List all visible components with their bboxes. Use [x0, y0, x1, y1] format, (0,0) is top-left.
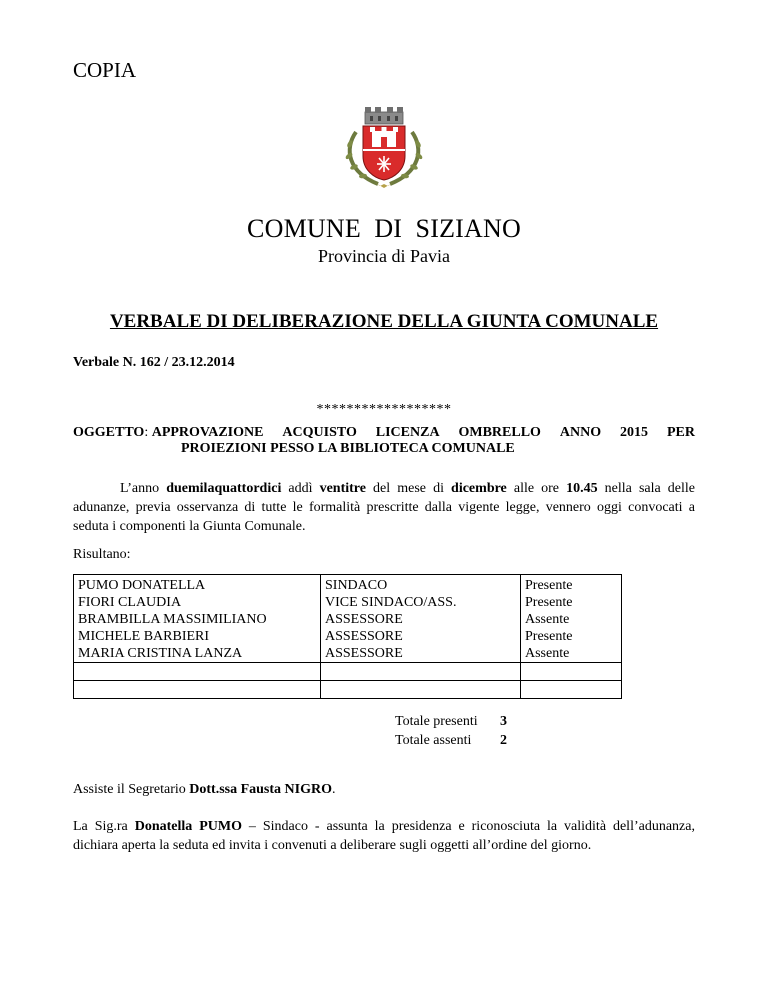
table-row-empty: [74, 663, 622, 681]
total-present-value: 3: [500, 714, 507, 729]
province-name: Provincia di Pavia: [318, 246, 450, 266]
secretary-line: Assiste il Segretario Dott.ssa Fausta NIGRO.: [73, 782, 336, 797]
subject-colon: :: [144, 425, 149, 440]
day-text: ventitre: [319, 481, 366, 496]
total-absent-value: 2: [500, 733, 507, 748]
time-text: 10.45: [566, 481, 598, 496]
totals-block: [395, 712, 507, 750]
coat-of-arms-icon: [334, 104, 434, 190]
table-row: [74, 575, 622, 663]
subject-word: PER: [666, 425, 695, 440]
subject-word: ANNO: [559, 425, 602, 440]
attendance-heading: Risultano:: [73, 547, 131, 562]
subject-line-1: [73, 425, 695, 441]
minutes-number: Verbale N. 162 / 23.12.2014: [73, 355, 235, 370]
secretary-name: Dott.ssa Fausta NIGRO: [189, 782, 332, 797]
subject-word: 2015: [620, 425, 649, 440]
subject-word: OMBRELLO: [458, 425, 541, 440]
subject-line-2: PROIEZIONI PESSO LA BIBLIOTECA COMUNALE: [181, 441, 515, 456]
member-name: PUMO DONATELLA FIORI CLAUDIA BRAMBILLA MASSIMILIANO MICHELE BARBIERI MARIA CRISTINA LANZA: [74, 575, 321, 663]
municipality-name: COMUNE DI SIZIANO: [247, 214, 521, 243]
subject-block: [73, 425, 695, 457]
month-text: dicembre: [451, 481, 507, 496]
copy-label: COPIA: [73, 58, 137, 82]
subject-word: ACQUISTO: [282, 425, 357, 440]
intro-paragraph: L’anno duemilaquattordici addì ventitre del mese di dicembre alle ore 10.45 nella sala delle adunanze, previa osservanza di tutte le formalità prescritte dalla vigente legge, vennero oggi convocati a seduta i componenti la Giunta Comunale.: [73, 481, 695, 534]
closing-paragraph: La Sig.ra Donatella PUMO – Sindaco - assunta la presidenza e riconosciuta la validità dell’adunanza, dichiara aperta la seduta ed invita i convenuti a deliberare sugli oggetti all’ordine del giorno.: [73, 819, 695, 853]
attendance-table: [73, 574, 622, 699]
table-row-empty: [74, 681, 622, 699]
subject-label: OGGETTO: [73, 425, 145, 440]
subject-word: APPROVAZIONE: [151, 425, 264, 440]
total-absent-label: Totale assenti: [395, 733, 472, 748]
separator-stars: ******************: [316, 402, 452, 417]
member-status: Presente Presente Assente Presente Assente: [521, 575, 622, 663]
subject-word: LICENZA: [375, 425, 440, 440]
member-role: SINDACO VICE SINDACO/ASS. ASSESSORE ASSESSORE ASSESSORE: [321, 575, 521, 663]
year-text: duemilaquattordici: [166, 481, 282, 496]
total-present-label: Totale presenti: [395, 714, 478, 729]
mayor-name: Donatella PUMO: [134, 819, 242, 834]
document-title: VERBALE DI DELIBERAZIONE DELLA GIUNTA COMUNALE: [109, 311, 659, 332]
